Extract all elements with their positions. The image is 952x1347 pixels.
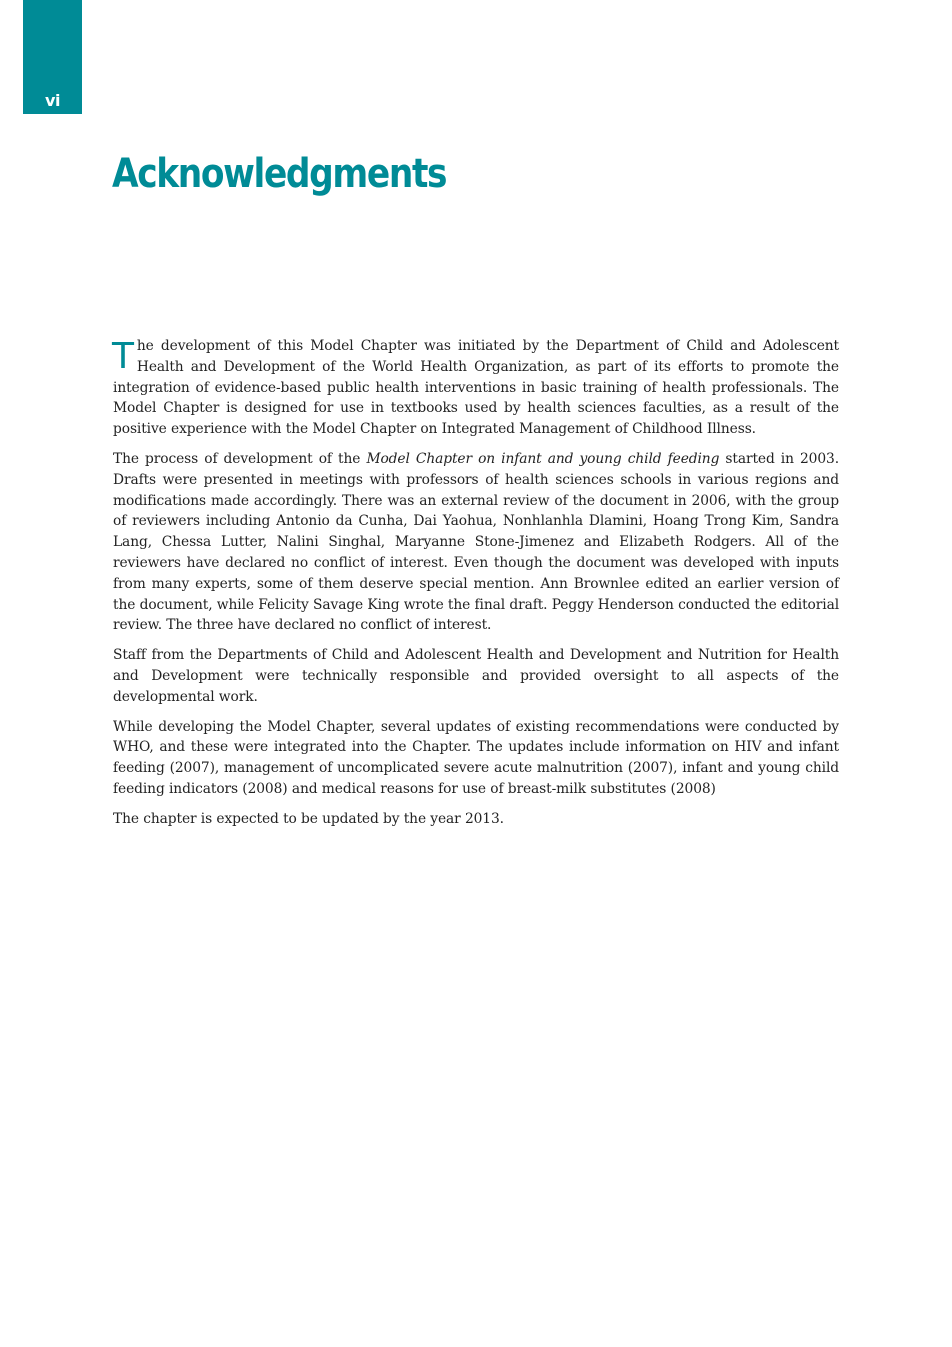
- paragraph-2: [113, 449, 839, 636]
- paragraph-2-text-start: The process of development of the: [113, 450, 367, 467]
- paragraph-3: Staff from the Departments of Child and Adolescent Health and Development and Nutrition for Health and Development were technically responsible and provided oversight to all aspects of the developmental work.: [113, 647, 839, 705]
- paragraph-1: [113, 336, 839, 440]
- page-title: Acknowledgments: [112, 151, 447, 197]
- acknowledgments-body: [113, 336, 839, 839]
- model-chapter-title: Model Chapter on infant and young child feeding: [366, 450, 720, 467]
- page-number: vi: [45, 91, 60, 110]
- paragraph-4: While developing the Model Chapter, several updates of existing recommendations were conducted by WHO, and these were integrated into the Chapter. The updates include information on HIV and infant feeding (2007), management of uncomplicated severe acute malnutrition (2007), infant and young child feeding indicators (2008) and medical reasons for use of breast-milk substitutes (2008): [113, 718, 839, 797]
- page-number-tab: [23, 0, 82, 114]
- drop-cap: T: [112, 336, 134, 377]
- paragraph-2-text-end: started in 2003. Drafts were presented in meetings with professors of health sciences schools in various regions and modifications made accordingly. There was an external review of the document in 2006, with the group of reviewers including Antonio da Cunha, Dai Yaohua, Nonhlanhla Dlamini, Hoang Trong Kim, Sandra Lang, Chessa Lutter, Nalini Singhal, Maryanne Stone-Jimenez and Elizabeth Rodgers. All of the reviewers have declared no conflict of interest. Even though the document was developed with inputs from many experts, some of them deserve special mention. Ann Brownlee edited an earlier version of the document, while Felicity Savage King wrote the final draft. Peggy Henderson conducted the editorial review. The three have declared no conflict of interest.: [113, 450, 840, 634]
- paragraph-5: The chapter is expected to be updated by the year 2013.: [113, 810, 504, 827]
- paragraph-1-text: he development of this Model Chapter was initiated by the Department of Child and Adolescent Health and Development of the World Health Organization, as part of its efforts to promote the integration of evidence-based public health interventions in basic training of health professionals. The Model Chapter is designed for use in textbooks used by health sciences faculties, as a result of the positive experience with the Model Chapter on Integrated Management of Childhood Illness.: [113, 338, 839, 438]
